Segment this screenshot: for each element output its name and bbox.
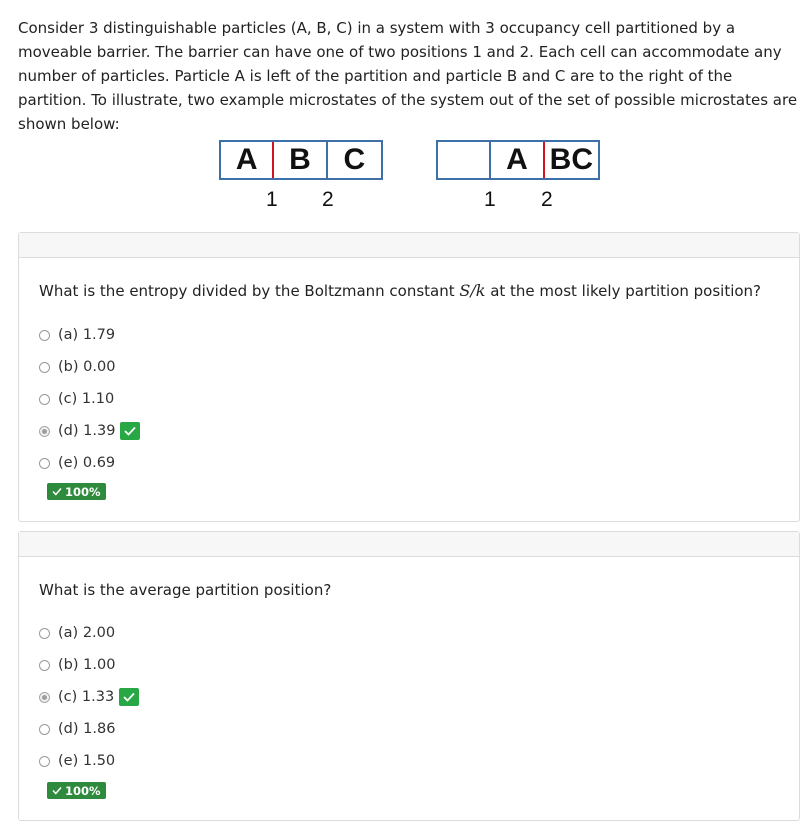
radio-button[interactable] xyxy=(39,394,50,405)
option-a[interactable]: (a) 1.79 xyxy=(39,324,115,346)
position-label-1: 1 xyxy=(484,188,496,211)
radio-button[interactable] xyxy=(39,330,50,341)
check-icon xyxy=(52,487,62,496)
radio-button[interactable] xyxy=(39,458,50,469)
cell-1: A xyxy=(221,142,274,178)
card-header xyxy=(19,532,799,557)
question-text: What is the average partition position? xyxy=(39,581,332,599)
radio-button[interactable] xyxy=(39,756,50,767)
microstate-diagrams xyxy=(0,140,810,220)
radio-button[interactable] xyxy=(39,628,50,639)
option-d[interactable]: (d) 1.39 xyxy=(39,420,140,442)
check-icon xyxy=(52,786,62,795)
math-expression: S/k xyxy=(459,281,486,300)
score-badge: 100% xyxy=(47,483,106,500)
question-card-1 xyxy=(18,232,800,522)
option-d[interactable]: (d) 1.86 xyxy=(39,718,115,740)
correct-check-icon xyxy=(119,688,139,706)
option-c[interactable]: (c) 1.33 xyxy=(39,686,139,708)
position-label-2: 2 xyxy=(541,188,553,211)
option-b[interactable]: (b) 1.00 xyxy=(39,654,115,676)
radio-button-selected[interactable] xyxy=(39,692,50,703)
option-c[interactable]: (c) 1.10 xyxy=(39,388,114,410)
problem-description: Consider 3 distinguishable particles (A, B, C) in a system with 3 occupancy cell partitioned by a moveable barrier. The barrier can have one of two positions 1 and 2. Each cell can accommodate any number of particles. Particle A is left of the partition and particle B and C are to the right of the partition. To illustrate, two example microstates of the system out of the set of possible microstates are shown below: xyxy=(18,19,798,133)
option-a[interactable]: (a) 2.00 xyxy=(39,622,115,644)
cell-2: A xyxy=(491,142,544,178)
radio-button[interactable] xyxy=(39,724,50,735)
option-e[interactable]: (e) 1.50 xyxy=(39,750,115,772)
option-e[interactable]: (e) 0.69 xyxy=(39,452,115,474)
option-b[interactable]: (b) 0.00 xyxy=(39,356,115,378)
question-text: What is the entropy divided by the Boltzmann constant S/k at the most likely partition position? xyxy=(39,281,762,300)
cell-3: C xyxy=(343,143,366,176)
cell-1 xyxy=(438,142,491,178)
score-badge: 100% xyxy=(47,782,106,799)
card-header xyxy=(19,233,799,258)
radio-button-selected[interactable] xyxy=(39,426,50,437)
position-label-1: 1 xyxy=(266,188,278,211)
cell-3: BC xyxy=(549,143,594,176)
cell-row-1 xyxy=(219,140,383,180)
cell-2: B xyxy=(274,142,327,178)
correct-check-icon xyxy=(120,422,140,440)
question-card-2 xyxy=(18,531,800,821)
cell-row-2 xyxy=(436,140,600,180)
radio-button[interactable] xyxy=(39,362,50,373)
position-label-2: 2 xyxy=(322,188,334,211)
radio-button[interactable] xyxy=(39,660,50,671)
